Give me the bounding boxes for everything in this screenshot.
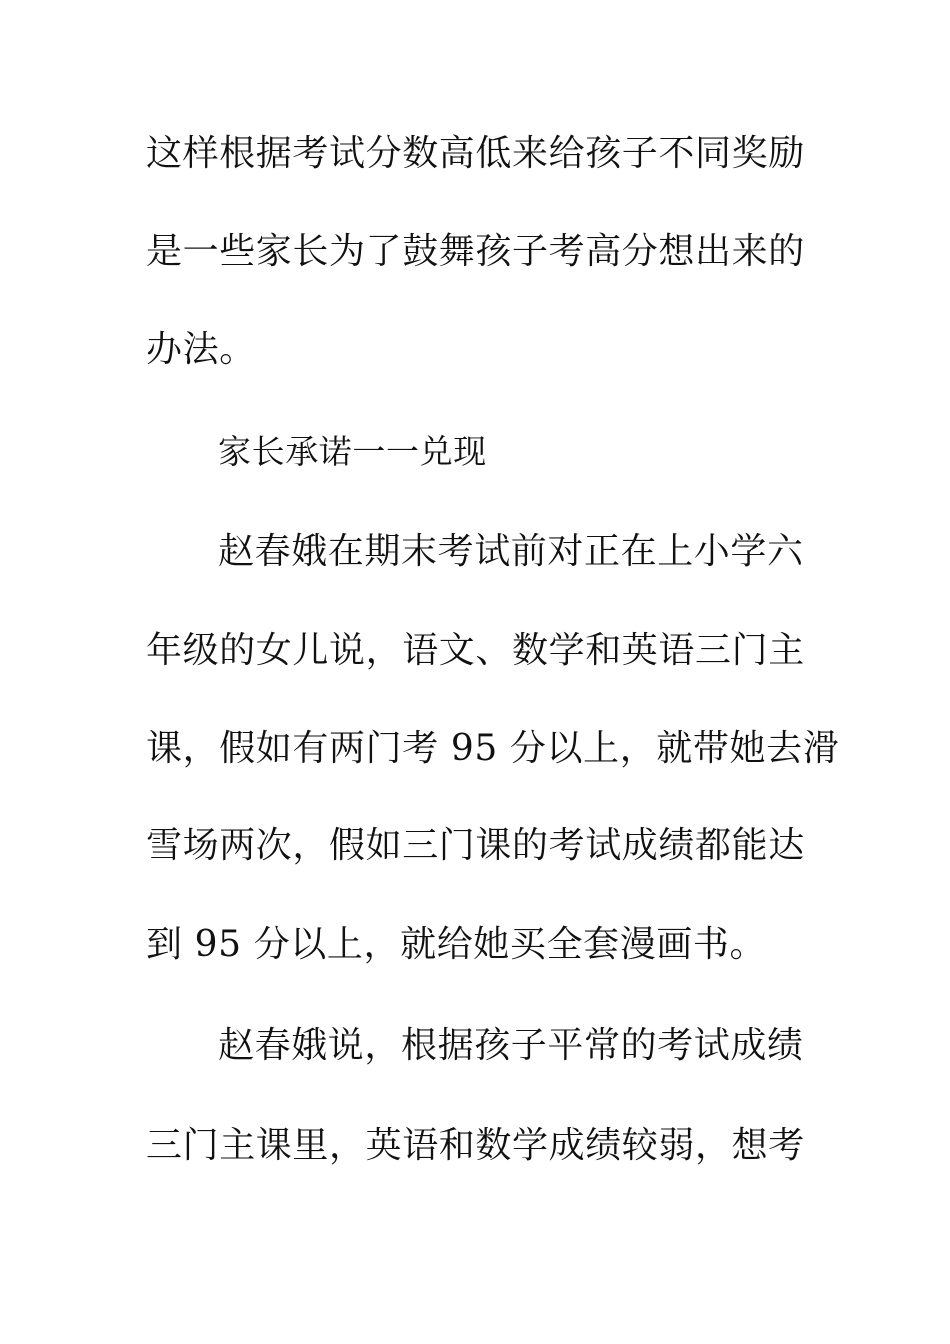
paragraph-line: 这样根据考试分数高低来给孩子不同奖励 <box>146 133 805 174</box>
paragraph-line: 赵春娥说，根据孩子平常的考试成绩 <box>218 1025 804 1066</box>
paragraph-line: 赵春娥在期末考试前对正在上小学六 <box>218 531 804 572</box>
paragraph-line: 三门主课里，英语和数学成绩较弱，想考 <box>146 1125 805 1166</box>
paragraph-line: 年级的女儿说，语文、数学和英语三门主 <box>146 630 805 671</box>
paragraph-line: 办法。 <box>146 329 256 370</box>
paragraph-line: 是一些家长为了鼓舞孩子考高分想出来的 <box>146 231 805 272</box>
paragraph-line: 课，假如有两门考 95 分以上，就带她去滑 <box>146 728 840 769</box>
paragraph-line: 到 95 分以上，就给她买全套漫画书。 <box>146 924 767 965</box>
section-heading: 家长承诺一一兑现 <box>218 432 487 471</box>
paragraph-line: 雪场两次，假如三门课的考试成绩都能达 <box>146 825 805 866</box>
